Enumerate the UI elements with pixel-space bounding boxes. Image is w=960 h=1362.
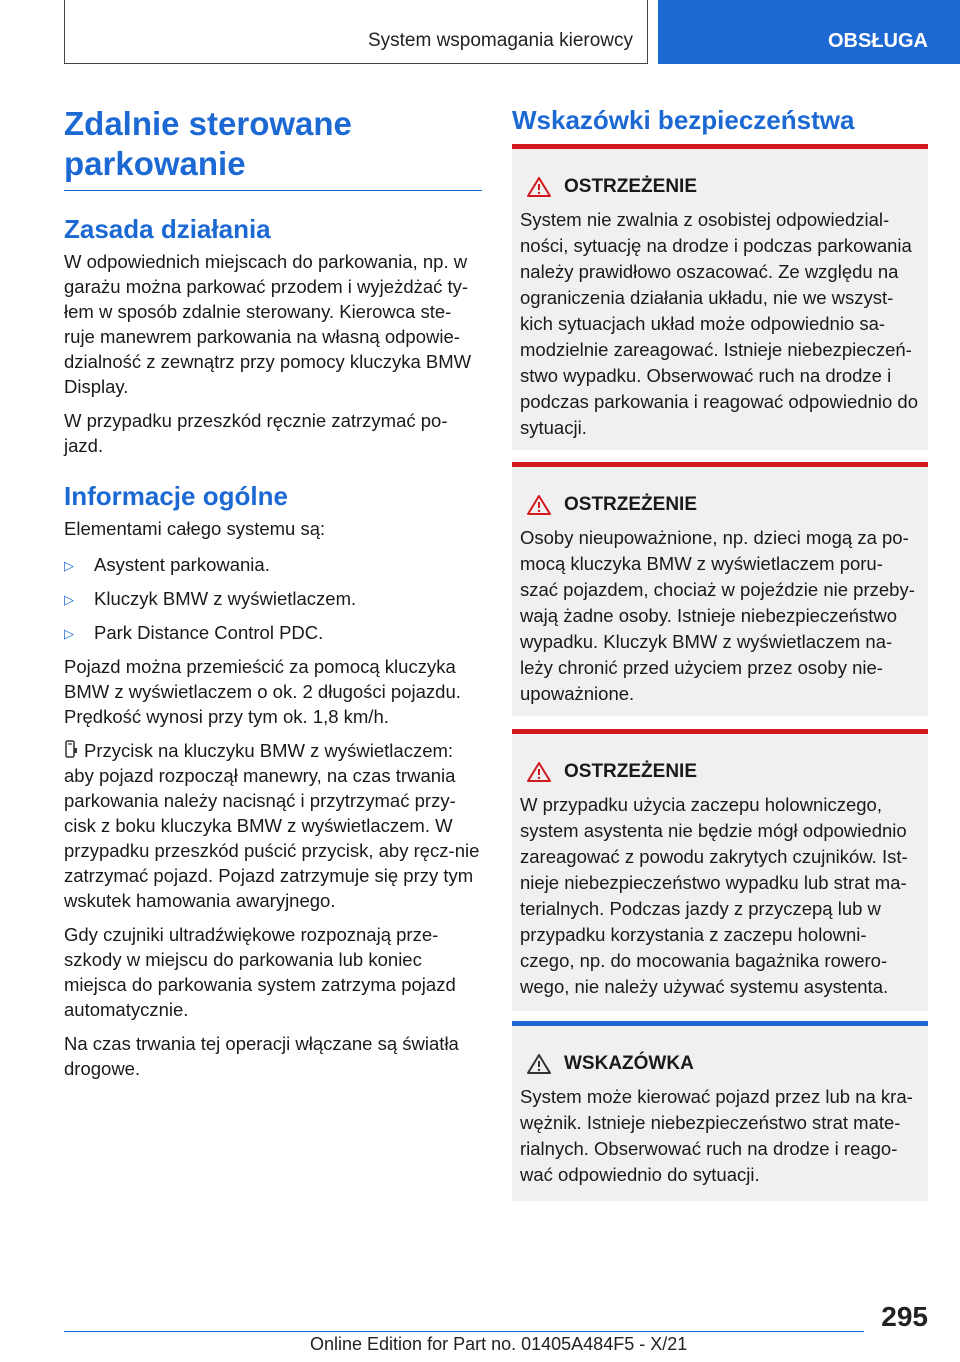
warning-text: System nie zwalnia z osobistej odpowiedzial-ności, sytuację na drodze i podczas parkowania należy prawidłowo oszacować. Ze względu na ograniczenia działania układu, nie we wszyst-kich sytuacjach układ może odpowiednio sa-modzielnie zareagować. Istnieje niebezpieczeń-stwo wypadku. Obserwować ruch na drodze i podczas parkowania i reagować odpowiednio do sytuacji.: [520, 209, 919, 438]
left-column: [64, 104, 482, 1081]
list-item: ▷ Park Distance Control PDC.: [64, 620, 482, 645]
elements-list: [64, 552, 482, 645]
warning-box: [512, 144, 928, 450]
safety-title: Wskazówki bezpieczeństwa: [512, 105, 855, 135]
page-number: 295: [881, 1301, 928, 1332]
notice-box: [512, 1021, 928, 1201]
warning-box: [512, 462, 928, 716]
warning-heading: OSTRZEŻENIE: [564, 494, 698, 515]
footer-edition: Online Edition for Part no. 01405A484F5 - X/21: [310, 1334, 688, 1354]
warning-box: [512, 729, 928, 1011]
header-chapter-tab: [658, 0, 960, 64]
notice-heading: WSKAZÓWKA: [564, 1053, 694, 1074]
title-divider: [64, 190, 482, 191]
paragraph-sensors: Gdy czujniki ultradźwiękowe rozpoznają prze-szkody w miejscu do parkowania lub koniec miejsca do parkowania system zatrzyma pojazd automatycznie.: [64, 924, 456, 1020]
paragraph-button: Przycisk na kluczyku BMW z wyświetlaczem: aby pojazd rozpoczął manewry, na czas trwania parkowania należy nacisnąć i przytrzymać przy-cisk z boku kluczyka BMW z wyświetlaczem. W przypadku przeszkód puścić przycisk, aby ręcz-nie zatrzymać pojazd. Pojazd zatrzymuje się przy tym wskutek hamowania awaryjnego.: [64, 740, 480, 911]
paragraph-principle: W odpowiednich miejscach do parkowania, np. w garażu można parkować przodem i wyjeżdżać ty-łem w sposób zdalnie sterowany. Kierowca ste-ruje manewrem parkowania na własną odpowie-dzialność z zewnątrz przy pomocy kluczyka BMW Display.: [64, 251, 472, 397]
warning-triangle-icon: [526, 494, 552, 516]
warning-triangle-icon: [526, 176, 552, 198]
list-item: ▷ Kluczyk BMW z wyświetlaczem.: [64, 586, 482, 611]
paragraph-elements-intro: Elementami całego systemu są:: [64, 518, 326, 539]
paragraph-lights: Na czas trwania tej operacji włączane są światła drogowe.: [64, 1033, 459, 1079]
warning-heading: OSTRZEŻENIE: [564, 761, 698, 782]
warning-heading: OSTRZEŻENIE: [564, 176, 698, 197]
key-display-icon: [64, 740, 78, 760]
header-chapter-label: OBSŁUGA: [828, 30, 928, 52]
header-section-box: [64, 0, 648, 64]
heading-zasada: Zasada działania: [64, 214, 271, 244]
bullet-triangle-icon: ▷: [64, 592, 74, 607]
notice-text: System może kierować pojazd przez lub na kra-wężnik. Istnieje niebezpieczeństwo strat mate-rialnych. Obserwować ruch na drodze i reago-wać odpowiednio do sytuacji.: [520, 1086, 913, 1185]
paragraph-move: Pojazd można przemieścić za pomocą kluczyka BMW z wyświetlaczem o ok. 2 długości pojazdu. Prędkość wynosi przy tym ok. 1,8 km/h.: [64, 656, 461, 727]
heading-info: Informacje ogólne: [64, 481, 288, 511]
footer-divider: [64, 1331, 864, 1332]
bullet-triangle-icon: ▷: [64, 626, 74, 641]
notice-triangle-icon: [526, 1053, 552, 1075]
warning-text: W przypadku użycia zaczepu holowniczego, system asystenta nie będzie mógł odpowiednio zareagować z powodu zakrytych czujników. Ist-nieje niebezpieczeństwo wypadku lub strat ma-terialnych. Podczas jazdy z przyczepą lub w przypadku korzystania z zaczepu holowni-czego, np. do mocowania bagażnika rowero-wego, nie należy używać systemu asystenta.: [520, 794, 908, 997]
list-item: ▷ Asystent parkowania.: [64, 552, 482, 577]
warning-triangle-icon: [526, 761, 552, 783]
header-section-title: System wspomagania kierowcy: [367, 30, 633, 51]
bullet-triangle-icon: ▷: [64, 558, 74, 573]
paragraph-obstacles: W przypadku przeszkód ręcznie zatrzymać po-jazd.: [64, 410, 448, 456]
page-title: Zdalnie sterowane parkowanie: [64, 105, 352, 182]
warning-text: Osoby nieupoważnione, np. dzieci mogą za po-mocą kluczyka BMW z wyświetlaczem poru-szać pojazdem, chociaż w pojeździe nie przeby-wają żadne osoby. Istnieje niebezpieczeństwo wypadku. Kluczyk BMW z wyświetlaczem na-leży chronić przed użyciem przez osoby nie-upoważnione.: [520, 527, 915, 704]
